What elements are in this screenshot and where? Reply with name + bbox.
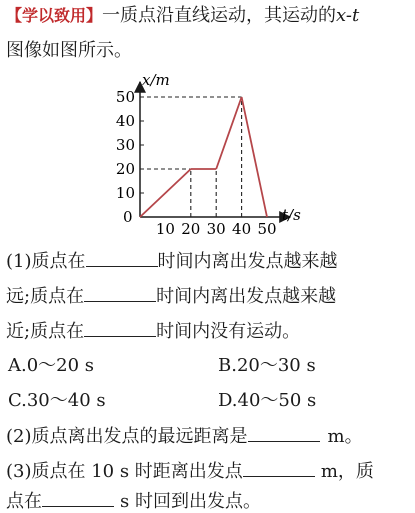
option-c[interactable]: C.30～40 s <box>8 390 106 411</box>
q1-text-b: 时间内离出发点越来越 <box>157 251 338 272</box>
option-b[interactable]: B.20～30 s <box>218 355 316 376</box>
q1-text-c: 远;质点在 <box>6 286 85 307</box>
x-tick-label-30: 30 <box>206 220 226 238</box>
option-a[interactable]: A.0～20 s <box>8 355 95 376</box>
y-tick-label-20: 20 <box>115 160 135 178</box>
q3-text-d: s 时回到出发点。 <box>120 491 261 512</box>
problem-tag: 【学以致用】 <box>6 6 103 25</box>
q1-blank-1[interactable] <box>86 250 158 267</box>
origin-label: 0 <box>123 208 133 226</box>
q1-line1 <box>6 250 338 273</box>
xt-chart <box>0 70 415 240</box>
q2-blank[interactable] <box>248 425 320 442</box>
q1-text-f: 时间内没有运动。 <box>156 321 301 342</box>
q3-line1 <box>6 460 374 483</box>
q1-blank-2[interactable] <box>84 285 156 302</box>
x-tick-label-20: 20 <box>181 220 201 238</box>
q1-line2 <box>6 285 336 308</box>
series-segment-3 <box>242 97 267 217</box>
q1-text-d: 时间内离出发点越来越 <box>156 286 337 307</box>
x-tick-label-10: 10 <box>155 220 175 238</box>
y-tick-label-40: 40 <box>115 112 135 130</box>
intro-variable: x-t <box>336 5 360 26</box>
q3-line2 <box>6 490 261 513</box>
x-tick-label-50: 50 <box>257 220 277 238</box>
q1-text-e: 近;质点在 <box>6 321 85 342</box>
intro-text: 一质点沿直线运动，其运动的 <box>102 5 337 26</box>
q3-text-c: 点在 <box>6 491 42 512</box>
series-segment-0 <box>140 169 191 217</box>
q3-blank-1[interactable] <box>243 460 315 477</box>
problem-intro-line1 <box>6 5 359 27</box>
y-axis-label: x/m <box>142 71 170 89</box>
y-tick-label-30: 30 <box>115 136 135 154</box>
q3-text-a: (3)质点在 10 s 时距离出发点 <box>6 461 243 482</box>
x-tick-label-40: 40 <box>232 220 252 238</box>
series-segment-2 <box>216 97 241 169</box>
option-d[interactable]: D.40～50 s <box>218 390 317 411</box>
y-tick-label-50: 50 <box>115 88 135 106</box>
problem-intro-line2 <box>6 40 132 62</box>
q3-blank-2[interactable] <box>42 490 114 507</box>
q1-line3 <box>6 320 300 343</box>
x-axis-label: t/s <box>282 206 301 224</box>
q1-blank-3[interactable] <box>84 320 156 337</box>
q2-line <box>6 425 363 448</box>
intro-text-2: 图像如图所示。 <box>6 40 132 61</box>
q1-text-a: (1)质点在 <box>6 251 86 272</box>
q3-text-b: m，质 <box>320 461 374 482</box>
q2-text-b: m。 <box>327 426 363 447</box>
y-tick-label-10: 10 <box>115 184 135 202</box>
q2-text-a: (2)质点离出发点的最远距离是 <box>6 426 248 447</box>
